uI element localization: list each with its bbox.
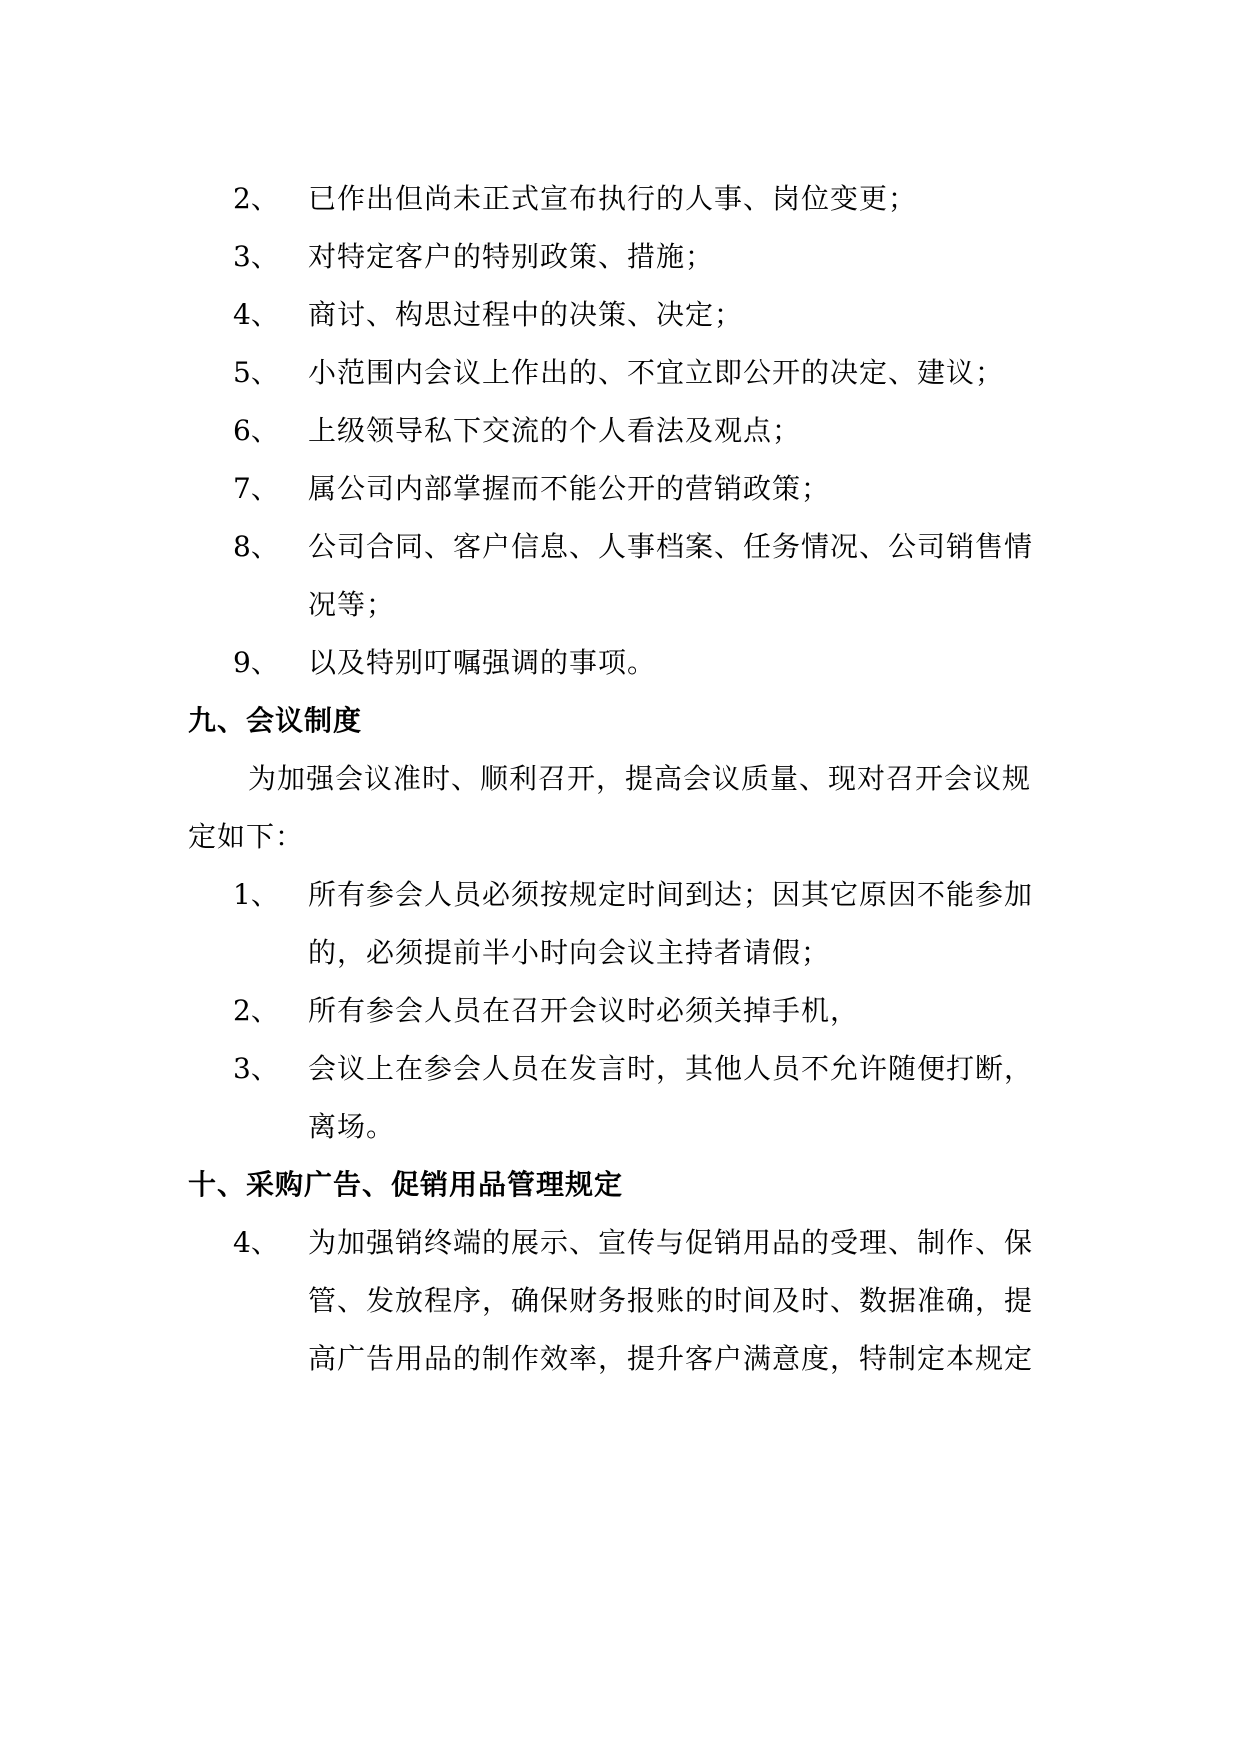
section-heading: 九、会议制度 — [188, 704, 363, 737]
list-item-number: 4、 — [233, 1226, 279, 1259]
list-item-text-continued: 的，必须提前半小时向会议主持者请假； — [308, 936, 831, 969]
list-item-text: 为加强销终端的展示、宣传与促销用品的受理、制作、保 — [308, 1226, 1034, 1259]
paragraph-text-continued: 定如下： — [188, 820, 305, 853]
paragraph-text: 为加强会议准时、顺利召开，提高会议质量、现对召开会议规 — [248, 762, 1032, 795]
list-item-number: 2、 — [233, 994, 279, 1027]
list-item-number: 1、 — [233, 878, 279, 911]
list-item-number: 5、 — [233, 356, 279, 389]
list-item-text: 会议上在参会人员在发言时，其他人员不允许随便打断， — [308, 1052, 1034, 1085]
list-item-number: 8、 — [233, 530, 279, 563]
list-item-number: 6、 — [233, 414, 279, 447]
list-item-text-continued: 离场。 — [308, 1110, 396, 1143]
list-item-text: 属公司内部掌握而不能公开的营销政策； — [308, 472, 831, 505]
list-item-text-continued: 管、发放程序，确保财务报账的时间及时、数据准确，提 — [308, 1284, 1034, 1317]
list-item-text: 对特定客户的特别政策、措施； — [308, 240, 715, 273]
list-item-text: 所有参会人员在召开会议时必须关掉手机， — [308, 994, 860, 1027]
list-item-text: 以及特别叮嘱强调的事项。 — [308, 646, 657, 679]
list-item-text: 所有参会人员必须按规定时间到达；因其它原因不能参加 — [308, 878, 1034, 911]
list-item-number: 4、 — [233, 298, 279, 331]
list-item-text-continued: 高广告用品的制作效率，提升客户满意度，特制定本规定 — [308, 1342, 1034, 1375]
list-item-text: 已作出但尚未正式宣布执行的人事、岗位变更； — [308, 182, 918, 215]
list-item-number: 2、 — [233, 182, 279, 215]
list-item-text: 小范围内会议上作出的、不宜立即公开的决定、建议； — [308, 356, 1005, 389]
list-item-text: 上级领导私下交流的个人看法及观点； — [308, 414, 802, 447]
section-heading: 十、采购广告、促销用品管理规定 — [188, 1168, 624, 1201]
list-item-number: 3、 — [233, 1052, 279, 1085]
list-item-text: 公司合同、客户信息、人事档案、任务情况、公司销售情 — [308, 530, 1034, 563]
list-item-text: 商讨、构思过程中的决策、决定； — [308, 298, 744, 331]
list-item-text-continued: 况等； — [308, 588, 396, 621]
list-item-number: 9、 — [233, 646, 279, 679]
list-item-number: 7、 — [233, 472, 279, 505]
list-item-number: 3、 — [233, 240, 279, 273]
